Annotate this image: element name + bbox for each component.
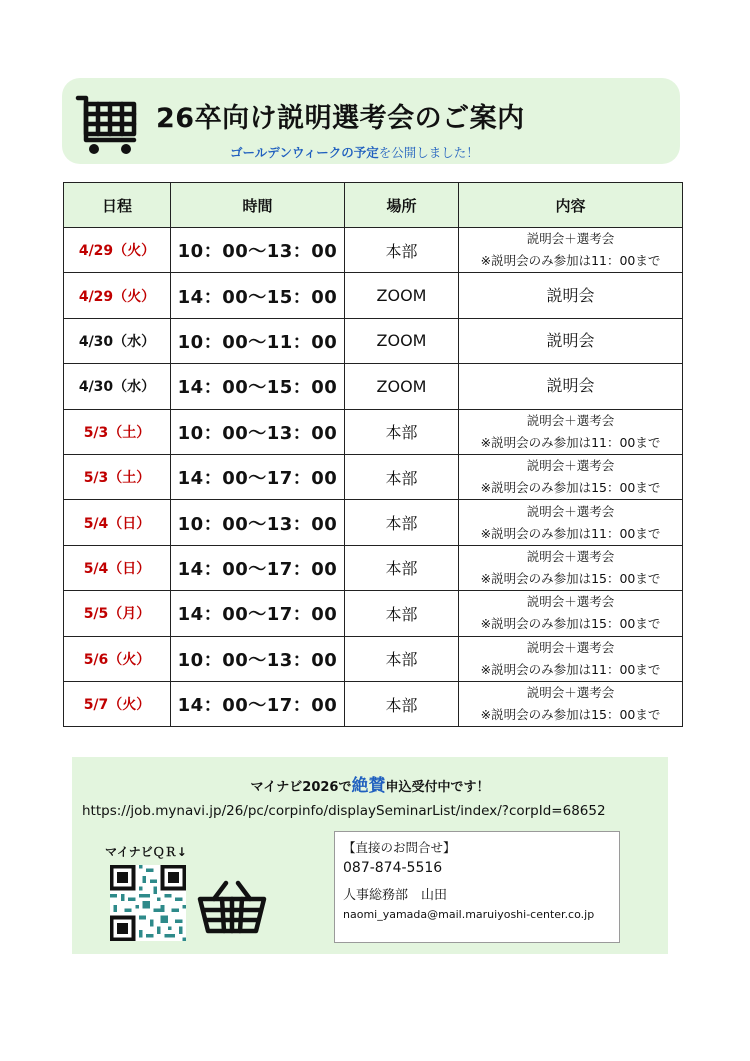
- table-row: [64, 681, 683, 726]
- table-row: [64, 273, 683, 318]
- cell-place: 本部: [345, 591, 459, 636]
- cell-date: 4/29（火）: [64, 273, 171, 318]
- content-main: 説明会: [546, 330, 595, 350]
- cell-content: [459, 591, 683, 636]
- contact-email[interactable]: naomi_yamada@mail.maruiyoshi-center.co.jp: [343, 908, 595, 921]
- cell-time: 14：00〜17：00: [171, 454, 345, 499]
- table-row: [64, 454, 683, 499]
- cell-time: 14：00〜15：00: [171, 364, 345, 409]
- cell-place: 本部: [345, 636, 459, 681]
- content-main: 説明会＋選考会: [526, 639, 615, 655]
- qr-label: マイナビＱＲ↓: [105, 845, 187, 859]
- subtitle-rest: を公開しました！: [378, 145, 479, 160]
- contact-box: [334, 831, 620, 943]
- table-row: [64, 591, 683, 636]
- cell-content: [459, 454, 683, 499]
- cell-content: [459, 364, 683, 409]
- cell-date: 5/5（月）: [64, 591, 171, 636]
- cell-date: 4/29（火）: [64, 228, 171, 273]
- content-main: 説明会＋選考会: [526, 548, 615, 564]
- cell-time: 10：00〜13：00: [171, 409, 345, 454]
- header-place: 場所: [345, 183, 459, 228]
- cell-place: ZOOM: [345, 318, 459, 363]
- table-row: [64, 364, 683, 409]
- contact-phone[interactable]: 087-874-5516: [343, 860, 443, 876]
- table-row: [64, 545, 683, 590]
- content-note: ※説明会のみ参加は15：00まで: [480, 570, 661, 586]
- mynavi-url-link[interactable]: https://job.mynavi.jp/26/pc/corpinfo/displaySeminarList/index/?corpId=68652: [82, 803, 606, 819]
- table-row: [64, 228, 683, 273]
- cell-place: ZOOM: [345, 273, 459, 318]
- cell-place: 本部: [345, 545, 459, 590]
- cell-date: 5/4（日）: [64, 545, 171, 590]
- header-date: 日程: [64, 183, 171, 228]
- mynavi-suffix: 申込受付中です！: [385, 780, 490, 795]
- cell-content: [459, 228, 683, 273]
- cell-time: 14：00〜17：00: [171, 591, 345, 636]
- cell-date: 5/6（火）: [64, 636, 171, 681]
- cell-date: 5/3（土）: [64, 454, 171, 499]
- schedule-table: [63, 182, 683, 727]
- content-note: ※説明会のみ参加は15：00まで: [480, 616, 661, 632]
- table-header-row: [64, 183, 683, 228]
- cell-time: 10：00〜13：00: [171, 228, 345, 273]
- content-main: 説明会＋選考会: [526, 685, 615, 701]
- contact-department: 人事総務部 山田: [343, 888, 448, 903]
- cell-place: 本部: [345, 409, 459, 454]
- content-note: ※説明会のみ参加は11：00まで: [480, 525, 661, 541]
- cell-place: 本部: [345, 500, 459, 545]
- cell-place: 本部: [345, 454, 459, 499]
- footer-band: [72, 757, 668, 954]
- qr-code-icon[interactable]: [110, 865, 186, 941]
- cell-time: 10：00〜13：00: [171, 500, 345, 545]
- cell-date: 4/30（水）: [64, 364, 171, 409]
- cell-time: 10：00〜13：00: [171, 636, 345, 681]
- cell-content: [459, 273, 683, 318]
- contact-heading: 【直接のお問合せ】: [343, 840, 456, 855]
- cell-date: 5/4（日）: [64, 500, 171, 545]
- cell-time: 14：00〜15：00: [171, 273, 345, 318]
- cell-content: [459, 500, 683, 545]
- mynavi-message: [72, 771, 668, 796]
- cell-content: [459, 318, 683, 363]
- header-content: 内容: [459, 183, 683, 228]
- content-main: 説明会＋選考会: [526, 412, 615, 428]
- content-main: 説明会＋選考会: [526, 594, 615, 610]
- cell-content: [459, 545, 683, 590]
- table-row: [64, 409, 683, 454]
- table-row: [64, 636, 683, 681]
- cell-date: 5/3（土）: [64, 409, 171, 454]
- content-main: 説明会: [546, 376, 595, 396]
- content-main: 説明会＋選考会: [526, 231, 615, 247]
- cell-time: 14：00〜17：00: [171, 545, 345, 590]
- content-main: 説明会: [546, 285, 595, 305]
- cell-place: 本部: [345, 228, 459, 273]
- content-main: 説明会＋選考会: [526, 503, 615, 519]
- content-note: ※説明会のみ参加は11：00まで: [480, 434, 661, 450]
- shopping-cart-icon: [74, 92, 140, 158]
- shopping-basket-icon: [196, 879, 268, 935]
- cell-date: 4/30（水）: [64, 318, 171, 363]
- mynavi-prefix: マイナビ2026で: [250, 780, 352, 795]
- cell-content: [459, 681, 683, 726]
- table-row: [64, 500, 683, 545]
- subtitle-emphasis: ゴールデンウィークの予定: [230, 145, 379, 160]
- cell-content: [459, 409, 683, 454]
- content-note: ※説明会のみ参加は11：00まで: [480, 661, 661, 677]
- cell-content: [459, 636, 683, 681]
- content-note: ※説明会のみ参加は15：00まで: [480, 707, 661, 723]
- content-note: ※説明会のみ参加は11：00まで: [480, 253, 661, 269]
- header-time: 時間: [171, 183, 345, 228]
- cell-time: 14：00〜17：00: [171, 681, 345, 726]
- cell-place: 本部: [345, 681, 459, 726]
- content-note: ※説明会のみ参加は15：00まで: [480, 480, 661, 496]
- cell-time: 10：00〜11：00: [171, 318, 345, 363]
- mynavi-accent: 絶賛: [351, 776, 386, 796]
- cell-place: ZOOM: [345, 364, 459, 409]
- table-row: [64, 318, 683, 363]
- content-main: 説明会＋選考会: [526, 458, 615, 474]
- cell-date: 5/7（火）: [64, 681, 171, 726]
- page-title: 26卒向け説明選考会のご案内: [156, 103, 525, 134]
- subtitle: [230, 143, 479, 161]
